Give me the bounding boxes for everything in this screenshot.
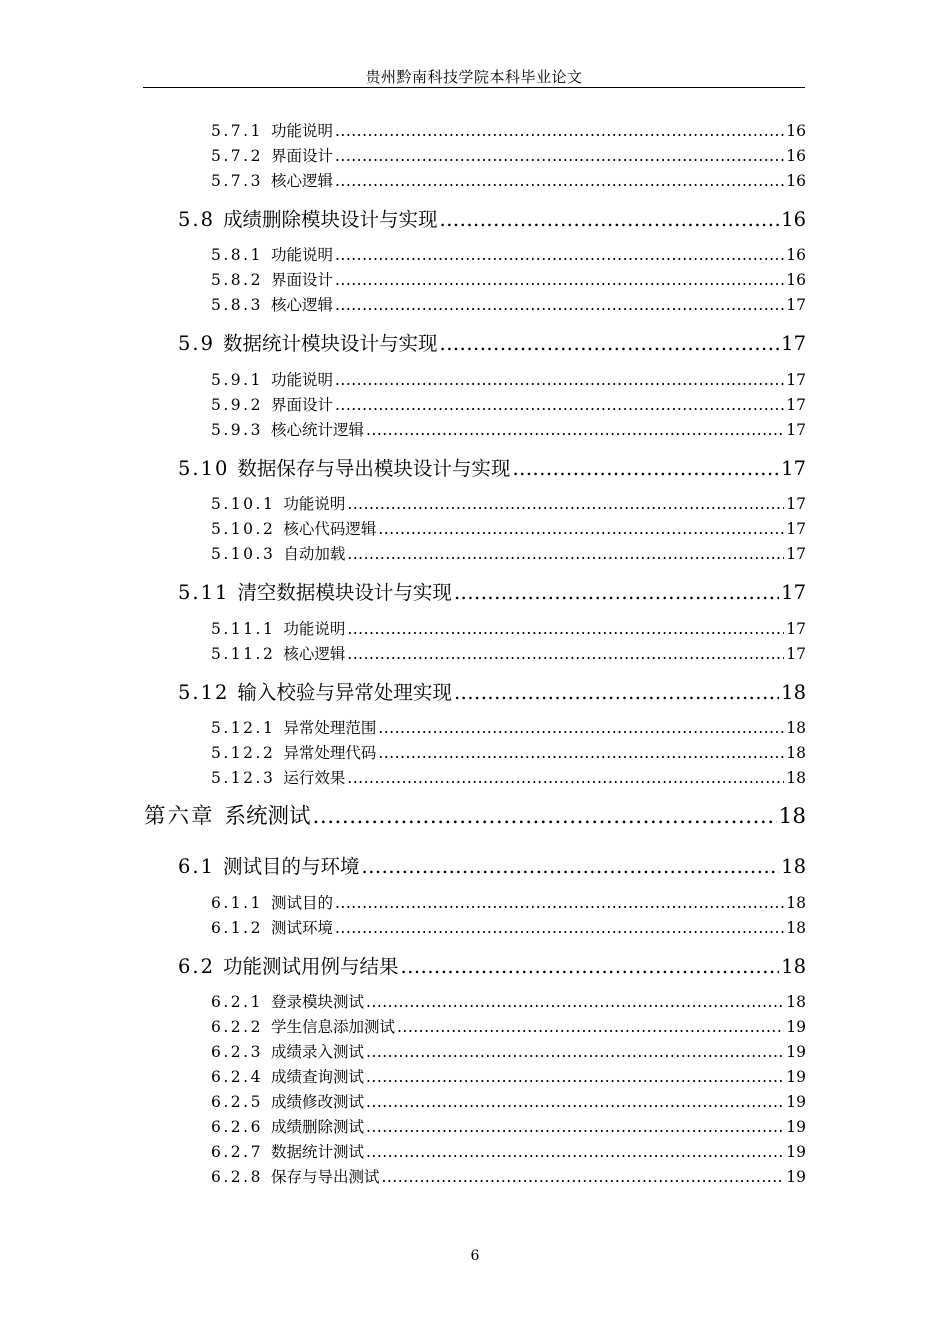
toc-entry-page: 16 xyxy=(786,246,806,264)
toc-entry-number: 6.2.4 xyxy=(211,1068,263,1086)
toc-entry[interactable] xyxy=(211,1115,806,1137)
toc-entry[interactable] xyxy=(211,1165,806,1187)
toc-entry[interactable] xyxy=(211,368,806,390)
toc-entry-page: 18 xyxy=(781,681,806,704)
toc-entry-number: 5.12 xyxy=(178,681,230,704)
toc-dot-leader xyxy=(397,1018,784,1036)
toc-entry-number: 5.8.2 xyxy=(211,271,263,289)
toc-dot-leader xyxy=(347,495,784,513)
toc-dot-leader xyxy=(335,172,784,190)
toc-entry-number: 5.9.2 xyxy=(211,396,263,414)
toc-entry-page: 17 xyxy=(786,296,806,314)
toc-dot-leader xyxy=(335,271,784,289)
toc-entry-title: 功能说明 xyxy=(270,246,333,264)
toc-entry-number: 5.12.1 xyxy=(211,719,276,737)
toc-entry[interactable] xyxy=(211,243,806,265)
toc-entry-number: 6.2.5 xyxy=(211,1093,263,1111)
toc-entry-number: 5.11.2 xyxy=(211,645,276,663)
toc-entry-title: 登录模块测试 xyxy=(270,993,364,1011)
toc-entry-number: 5.10 xyxy=(178,457,230,480)
toc-entry-page: 18 xyxy=(786,769,806,787)
toc-dot-leader xyxy=(378,744,784,762)
toc-dot-leader xyxy=(335,147,784,165)
toc-entry[interactable] xyxy=(178,851,806,879)
toc-entry-page: 19 xyxy=(786,1043,806,1061)
toc-entry-number: 5.10.3 xyxy=(211,545,276,563)
toc-entry[interactable] xyxy=(178,204,806,232)
toc-entry-title: 数据保存与导出模块设计与实现 xyxy=(237,457,511,480)
toc-entry[interactable] xyxy=(144,799,806,830)
toc-entry[interactable] xyxy=(211,891,806,913)
toc-entry-number: 5.10.2 xyxy=(211,520,276,538)
toc-entry-title: 数据统计模块设计与实现 xyxy=(223,332,438,355)
toc-entry-page: 17 xyxy=(786,371,806,389)
toc-entry-page: 17 xyxy=(786,620,806,638)
toc-entry[interactable] xyxy=(211,542,806,564)
toc-entry-page: 17 xyxy=(786,396,806,414)
toc-entry-page: 16 xyxy=(786,122,806,140)
toc-entry-page: 17 xyxy=(786,645,806,663)
toc-dot-leader xyxy=(512,457,779,480)
toc-entry[interactable] xyxy=(178,453,806,481)
toc-entry-title: 核心代码逻辑 xyxy=(283,520,377,538)
toc-entry-page: 19 xyxy=(786,1018,806,1036)
toc-entry-number: 5.7.1 xyxy=(211,122,263,140)
toc-entry-number: 5.8.1 xyxy=(211,246,263,264)
toc-entry-page: 17 xyxy=(786,545,806,563)
toc-dot-leader xyxy=(313,804,777,829)
header-divider xyxy=(143,87,805,88)
toc-entry-title: 异常处理范围 xyxy=(283,719,377,737)
toc-entry-number: 6.1.2 xyxy=(211,919,263,937)
toc-entry-page: 17 xyxy=(781,581,806,604)
toc-entry-number: 5.7.3 xyxy=(211,172,263,190)
toc-entry-number: 6.2.8 xyxy=(211,1168,263,1186)
toc-dot-leader xyxy=(335,371,784,389)
toc-entry[interactable] xyxy=(178,328,806,356)
toc-entry-number: 5.8 xyxy=(178,208,216,231)
toc-entry-page: 19 xyxy=(786,1068,806,1086)
toc-entry-page: 19 xyxy=(786,1143,806,1161)
toc-entry[interactable] xyxy=(211,492,806,514)
toc-entry-title: 保存与导出测试 xyxy=(270,1168,380,1186)
toc-entry-title: 功能说明 xyxy=(270,122,333,140)
toc-dot-leader xyxy=(366,1143,784,1161)
toc-entry-page: 17 xyxy=(786,495,806,513)
toc-entry-page: 16 xyxy=(786,172,806,190)
toc-entry-title: 测试环境 xyxy=(270,919,333,937)
toc-entry-number: 5.9.1 xyxy=(211,371,263,389)
toc-entry[interactable] xyxy=(211,144,806,166)
toc-dot-leader xyxy=(381,1168,784,1186)
toc-dot-leader xyxy=(366,993,784,1011)
toc-entry-title: 界面设计 xyxy=(270,271,333,289)
toc-dot-leader xyxy=(401,955,780,978)
toc-entry-title: 异常处理代码 xyxy=(283,744,377,762)
toc-entry-title: 测试目的与环境 xyxy=(223,855,360,878)
toc-entry-title: 清空数据模块设计与实现 xyxy=(237,581,452,604)
page-header: 贵州黔南科技学院本科毕业论文 xyxy=(365,68,583,86)
toc-dot-leader xyxy=(454,681,779,704)
toc-dot-leader xyxy=(366,1118,784,1136)
toc-dot-leader xyxy=(440,332,780,355)
toc-entry-page: 18 xyxy=(786,919,806,937)
toc-entry[interactable] xyxy=(178,677,806,705)
toc-dot-leader xyxy=(347,545,784,563)
toc-entry-number: 6.2.3 xyxy=(211,1043,263,1061)
toc-entry-number: 6.2.2 xyxy=(211,1018,263,1036)
toc-entry-number: 6.2.6 xyxy=(211,1118,263,1136)
toc-entry[interactable] xyxy=(211,1065,806,1087)
toc-entry-page: 18 xyxy=(778,804,806,829)
toc-dot-leader xyxy=(362,855,780,878)
toc-entry-page: 16 xyxy=(781,208,806,231)
toc-entry[interactable] xyxy=(178,951,806,979)
toc-entry-page: 17 xyxy=(781,457,806,480)
toc-dot-leader xyxy=(347,769,784,787)
toc-entry-title: 功能测试用例与结果 xyxy=(223,955,399,978)
toc-entry-page: 19 xyxy=(786,1118,806,1136)
toc-dot-leader xyxy=(335,396,784,414)
toc-entry-title: 核心逻辑 xyxy=(270,296,333,314)
toc-entry-title: 界面设计 xyxy=(270,147,333,165)
toc-dot-leader xyxy=(335,919,784,937)
toc-dot-leader xyxy=(335,122,784,140)
toc-dot-leader xyxy=(347,645,784,663)
toc-entry-title: 成绩修改测试 xyxy=(270,1093,364,1111)
toc-entry-number: 5.9.3 xyxy=(211,421,263,439)
toc-entry-number: 5.10.1 xyxy=(211,495,276,513)
toc-entry[interactable] xyxy=(211,393,806,415)
toc-dot-leader xyxy=(378,520,784,538)
toc-entry[interactable] xyxy=(178,577,806,605)
page-number: 6 xyxy=(470,1248,480,1264)
toc-entry[interactable] xyxy=(211,716,806,738)
toc-dot-leader xyxy=(378,719,784,737)
toc-entry-title: 系统测试 xyxy=(224,804,311,829)
toc-dot-leader xyxy=(366,421,784,439)
toc-entry-title: 成绩删除测试 xyxy=(270,1118,364,1136)
toc-entry-title: 功能说明 xyxy=(283,620,346,638)
toc-entry-number: 5.11.1 xyxy=(211,620,276,638)
toc-entry-title: 测试目的 xyxy=(270,894,333,912)
toc-entry[interactable] xyxy=(211,642,806,664)
toc-entry-title: 自动加载 xyxy=(283,545,346,563)
toc-entry-page: 17 xyxy=(786,421,806,439)
toc-dot-leader xyxy=(454,581,779,604)
toc-entry[interactable] xyxy=(211,617,806,639)
toc-dot-leader xyxy=(440,208,780,231)
toc-entry-number: 6.1.1 xyxy=(211,894,263,912)
toc-dot-leader xyxy=(347,620,784,638)
toc-entry-title: 输入校验与异常处理实现 xyxy=(237,681,452,704)
toc-entry[interactable] xyxy=(211,916,806,938)
toc-entry[interactable] xyxy=(211,268,806,290)
toc-entry-page: 18 xyxy=(786,719,806,737)
toc-entry-number: 6.2.7 xyxy=(211,1143,263,1161)
toc-dot-leader xyxy=(366,1093,784,1111)
toc-entry-title: 运行效果 xyxy=(283,769,346,787)
toc-entry-page: 19 xyxy=(786,1093,806,1111)
toc-entry[interactable] xyxy=(211,119,806,141)
toc-entry-number: 5.8.3 xyxy=(211,296,263,314)
toc-dot-leader xyxy=(335,246,784,264)
toc-entry-page: 16 xyxy=(786,271,806,289)
toc-entry-number: 6.1 xyxy=(178,855,216,878)
toc-entry[interactable] xyxy=(211,1090,806,1112)
toc-entry-title: 数据统计测试 xyxy=(270,1143,364,1161)
toc-entry-title: 成绩查询测试 xyxy=(270,1068,364,1086)
toc-entry-number: 5.7.2 xyxy=(211,147,263,165)
toc-entry-page: 18 xyxy=(781,855,806,878)
toc-entry-page: 17 xyxy=(786,520,806,538)
toc-entry[interactable] xyxy=(211,766,806,788)
toc-entry[interactable] xyxy=(211,169,806,191)
toc-entry-number: 6.2.1 xyxy=(211,993,263,1011)
toc-entry-title: 学生信息添加测试 xyxy=(270,1018,395,1036)
toc-entry-page: 17 xyxy=(781,332,806,355)
toc-entry-number: 第六章 xyxy=(144,804,215,829)
toc-dot-leader xyxy=(366,1043,784,1061)
toc-entry-title: 核心逻辑 xyxy=(270,172,333,190)
toc-entry-title: 成绩录入测试 xyxy=(270,1043,364,1061)
toc-entry-title: 功能说明 xyxy=(270,371,333,389)
toc-entry-title: 核心统计逻辑 xyxy=(270,421,364,439)
toc-dot-leader xyxy=(335,894,784,912)
toc-entry-number: 5.12.2 xyxy=(211,744,276,762)
toc-entry-page: 18 xyxy=(786,744,806,762)
toc-entry[interactable] xyxy=(211,517,806,539)
toc-entry-title: 核心逻辑 xyxy=(283,645,346,663)
toc-entry-title: 界面设计 xyxy=(270,396,333,414)
toc-entry[interactable] xyxy=(211,293,806,315)
toc-entry[interactable] xyxy=(211,418,806,440)
toc-entry[interactable] xyxy=(211,1015,806,1037)
toc-entry-number: 6.2 xyxy=(178,955,216,978)
toc-entry[interactable] xyxy=(211,1140,806,1162)
toc-entry[interactable] xyxy=(211,741,806,763)
toc-entry-number: 5.9 xyxy=(178,332,216,355)
toc-dot-leader xyxy=(366,1068,784,1086)
toc-dot-leader xyxy=(335,296,784,314)
toc-entry-title: 功能说明 xyxy=(283,495,346,513)
toc-entry-page: 19 xyxy=(786,1168,806,1186)
toc-entry-page: 18 xyxy=(786,993,806,1011)
toc-entry-title: 成绩删除模块设计与实现 xyxy=(223,208,438,231)
toc-entry-page: 18 xyxy=(781,955,806,978)
toc-entry-page: 18 xyxy=(786,894,806,912)
toc-entry-number: 5.12.3 xyxy=(211,769,276,787)
toc-entry-number: 5.11 xyxy=(178,581,230,604)
toc-entry[interactable] xyxy=(211,1040,806,1062)
toc-entry-page: 16 xyxy=(786,147,806,165)
toc-entry[interactable] xyxy=(211,990,806,1012)
